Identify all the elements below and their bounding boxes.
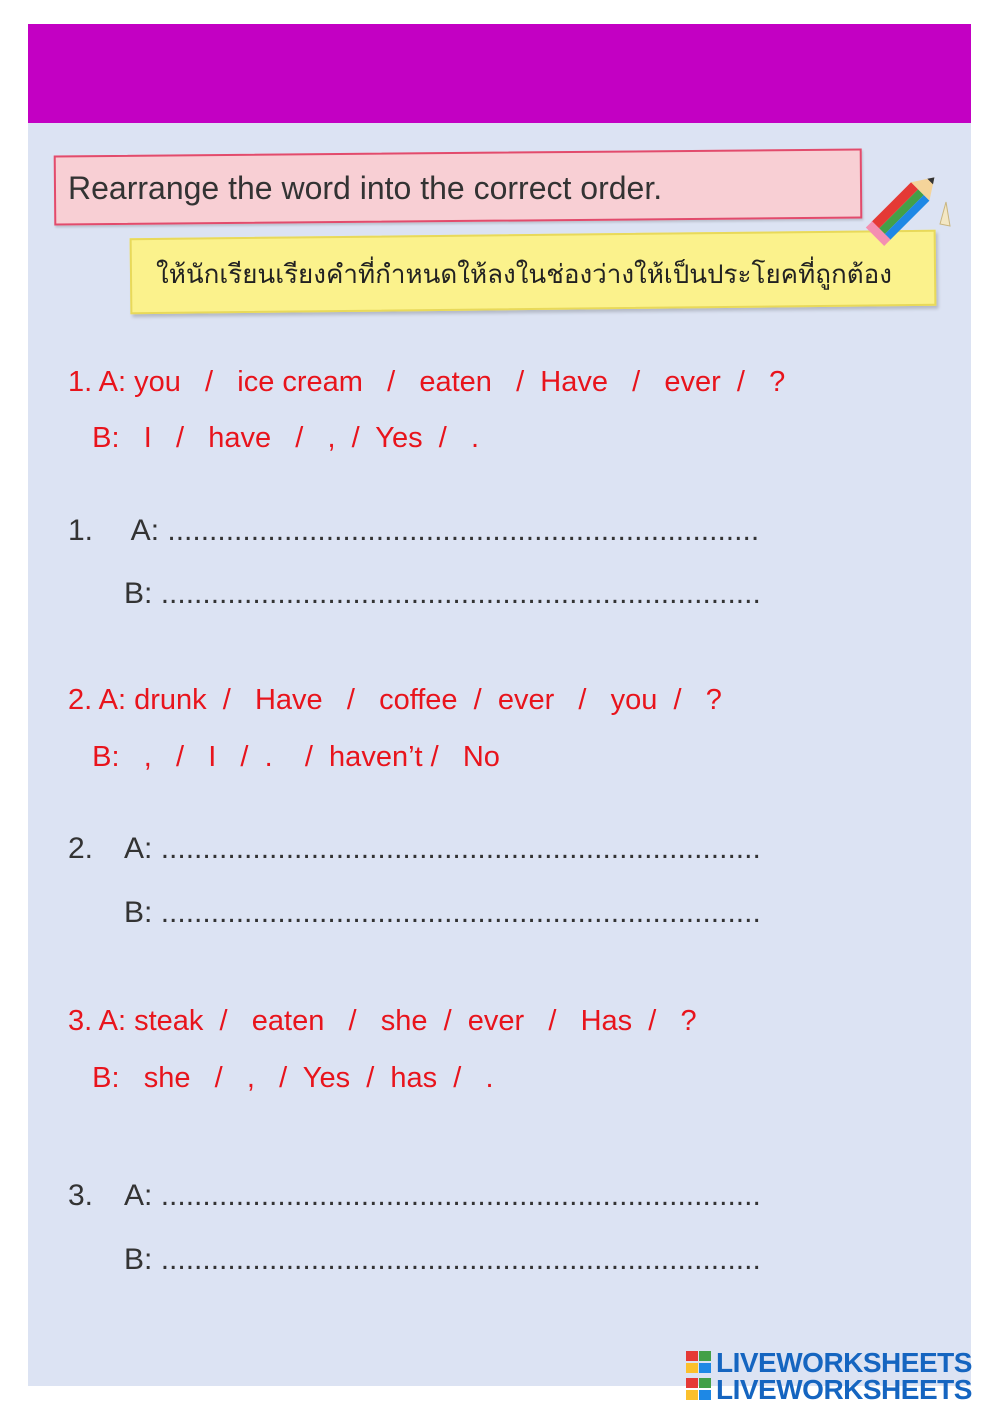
answer-number: 3. bbox=[68, 1179, 94, 1212]
logo-blocks-icon bbox=[686, 1378, 714, 1402]
answer-number: 1. bbox=[68, 514, 94, 547]
logo-text: LIVEWORKSHEETS bbox=[716, 1374, 972, 1405]
answer-3-b-line bbox=[124, 1243, 761, 1277]
answer-label: B: bbox=[124, 577, 153, 610]
answer-label: B: bbox=[124, 896, 153, 929]
question-2-b-words: B: , / I / . / haven’t / No bbox=[68, 741, 500, 773]
header-bar bbox=[28, 24, 971, 123]
answer-3-a-line bbox=[68, 1179, 761, 1213]
thai-instruction-text: ให้นักเรียนเรียงคำที่กำหนดให้ลงในช่องว่างให้เป็นประโยคที่ถูกต้อง bbox=[156, 260, 892, 290]
answer-label: B: bbox=[124, 1243, 153, 1276]
pencil-icon bbox=[854, 162, 954, 262]
question-1-b-words: B: I / have / , / Yes / . bbox=[68, 422, 480, 454]
answer-2-a-line bbox=[68, 832, 761, 866]
answer-label: A: bbox=[124, 1179, 153, 1212]
answer-2-b-blank[interactable]: ........................................................................ bbox=[152, 896, 761, 929]
liveworksheets-logo bbox=[686, 1347, 986, 1406]
logo-row bbox=[686, 1374, 972, 1405]
answer-1-b-blank[interactable]: ........................................................................ bbox=[152, 577, 761, 610]
answer-3-a-blank[interactable]: ........................................................................ bbox=[152, 1179, 761, 1212]
question-2-a-words: 2. A: drunk / Have / coffee / ever / you / ? bbox=[68, 684, 722, 716]
question-3-b-words: B: she / , / Yes / has / . bbox=[68, 1062, 494, 1094]
answer-2-a-blank[interactable]: ........................................................................ bbox=[152, 832, 761, 865]
answer-3-b-blank[interactable]: ........................................................................ bbox=[152, 1243, 761, 1276]
logo-row bbox=[686, 1347, 972, 1378]
worksheet-page bbox=[28, 24, 971, 1386]
answer-1-a-blank[interactable]: ....................................................................... bbox=[159, 514, 760, 547]
answer-1-b-line bbox=[124, 577, 761, 611]
logo-blocks-icon bbox=[686, 1351, 714, 1375]
answer-2-b-line bbox=[124, 896, 761, 930]
logo-text: LIVEWORKSHEETS bbox=[716, 1347, 972, 1378]
answer-1-a-line bbox=[68, 514, 759, 548]
answer-number: 2. bbox=[68, 832, 94, 865]
answer-label: A: bbox=[124, 832, 153, 865]
instruction-title: Rearrange the word into the correct order. bbox=[68, 170, 663, 206]
answer-label: A: bbox=[124, 514, 160, 547]
question-1-a-words: 1. A: you / ice cream / eaten / Have / ever / ? bbox=[68, 366, 786, 398]
question-3-a-words: 3. A: steak / eaten / she / ever / Has / ? bbox=[68, 1005, 697, 1037]
